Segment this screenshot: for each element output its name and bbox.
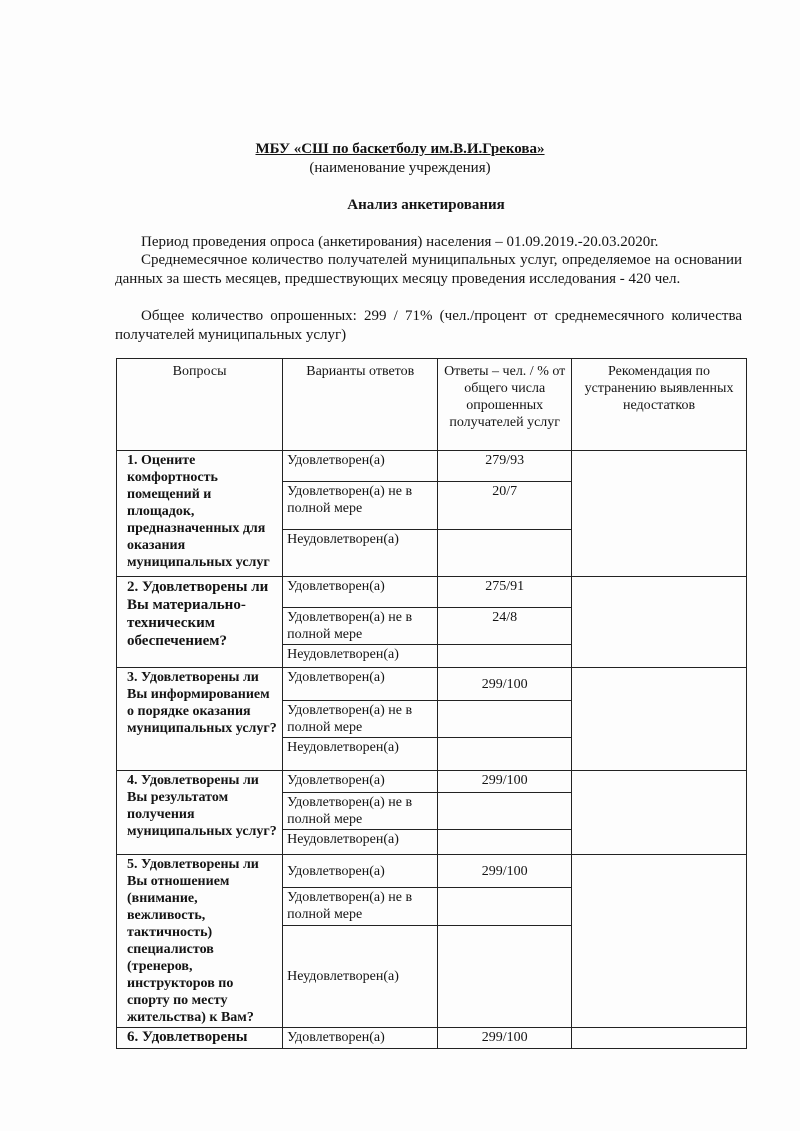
option-cell: Неудовлетворен(а)	[283, 925, 438, 1027]
option-cell: Удовлетворен(а)	[283, 451, 438, 482]
option-cell: Удовлетворен(а) не в полной мере	[283, 793, 438, 830]
question-cell	[117, 1028, 283, 1049]
table-row	[117, 771, 747, 793]
surveyed-count: Общее количество опрошенных: 299 / 71% (чел./процент от среднемесячного количества получателей муниципальных услуг)	[115, 308, 742, 343]
header-answers: Ответы – чел. / % от общего числа опрошенных получателей услуг	[438, 359, 572, 451]
answer-cell	[438, 701, 572, 738]
option-cell: Удовлетворен(а)	[283, 668, 438, 701]
question-text: 2. Удовлетворены ли Вы материально-техническим обеспечением?	[127, 579, 269, 649]
organization-name: МБУ «СШ по баскетболу им.В.И.Грекова»	[255, 141, 545, 157]
answer-cell	[438, 793, 572, 830]
option-cell: Неудовлетворен(а)	[283, 530, 438, 577]
survey-period: Период проведения опроса (анкетирования) населения – 01.09.2019.-20.03.2020г.	[141, 234, 659, 250]
question-cell	[117, 771, 283, 855]
option-cell: Удовлетворен(а)	[283, 771, 438, 793]
header-recommendation: Рекомендация по устранению выявленных недостатков	[572, 359, 747, 451]
answer-cell: 299/100	[438, 1028, 572, 1049]
question-cell	[117, 668, 283, 771]
recommendation-cell	[572, 451, 747, 577]
question-text: 6. Удовлетворены	[127, 1029, 248, 1045]
answer-cell	[438, 645, 572, 668]
organization-caption: (наименование учреждения)	[309, 160, 491, 176]
answer-cell: 299/100	[438, 668, 572, 701]
survey-table	[116, 358, 747, 1049]
average-recipients: Среднемесячное количество получателей муниципальных услуг, определяемое на основании данных за шесть месяцев, предшествующих месяцу проведения исследования - 420 чел.	[115, 252, 742, 287]
question-text: 1. Оцените комфортность помещений и площадок, предназначенных для оказания муниципальных услуг	[127, 453, 270, 570]
recommendation-cell	[572, 855, 747, 1028]
answer-cell	[438, 530, 572, 577]
header-options: Варианты ответов	[283, 359, 438, 451]
option-cell: Удовлетворен(а) не в полной мере	[283, 482, 438, 530]
option-cell: Удовлетворен(а) не в полной мере	[283, 888, 438, 925]
option-cell: Удовлетворен(а) не в полной мере	[283, 701, 438, 738]
table-header-row	[117, 359, 747, 451]
header-questions: Вопросы	[117, 359, 283, 451]
option-cell: Удовлетворен(а)	[283, 855, 438, 888]
recommendation-cell	[572, 771, 747, 855]
question-cell	[117, 855, 283, 1028]
option-cell: Неудовлетворен(а)	[283, 830, 438, 855]
answer-cell: 275/91	[438, 577, 572, 608]
question-cell	[117, 577, 283, 668]
document-title: Анализ анкетирования	[347, 197, 505, 213]
table-row	[117, 1028, 747, 1049]
option-cell: Удовлетворен(а)	[283, 577, 438, 608]
table-row	[117, 855, 747, 888]
question-text: 3. Удовлетворены ли Вы информированием о порядке оказания муниципальных услуг?	[127, 670, 277, 736]
table-row	[117, 451, 747, 482]
table-row	[117, 668, 747, 701]
answer-cell	[438, 738, 572, 771]
answer-cell	[438, 925, 572, 1027]
answer-cell	[438, 830, 572, 855]
answer-cell: 279/93	[438, 451, 572, 482]
option-cell: Неудовлетворен(а)	[283, 645, 438, 668]
recommendation-cell	[572, 577, 747, 668]
recommendation-cell	[572, 668, 747, 771]
answer-cell	[438, 888, 572, 925]
question-cell	[117, 451, 283, 577]
answer-cell: 24/8	[438, 608, 572, 645]
option-cell: Неудовлетворен(а)	[283, 738, 438, 771]
answer-cell: 299/100	[438, 771, 572, 793]
question-text: 5. Удовлетворены ли Вы отношением (внимание, вежливость, тактичность) специалистов (тренеров, инструкторов по спорту по месту жительства) к Вам?	[127, 857, 259, 1025]
answer-cell: 299/100	[438, 855, 572, 888]
answer-cell: 20/7	[438, 482, 572, 530]
recommendation-cell	[572, 1028, 747, 1049]
option-cell: Удовлетворен(а)	[283, 1028, 438, 1049]
table-row	[117, 577, 747, 608]
question-text: 4. Удовлетворены ли Вы результатом получения муниципальных услуг?	[127, 773, 277, 839]
option-cell: Удовлетворен(а) не в полной мере	[283, 608, 438, 645]
